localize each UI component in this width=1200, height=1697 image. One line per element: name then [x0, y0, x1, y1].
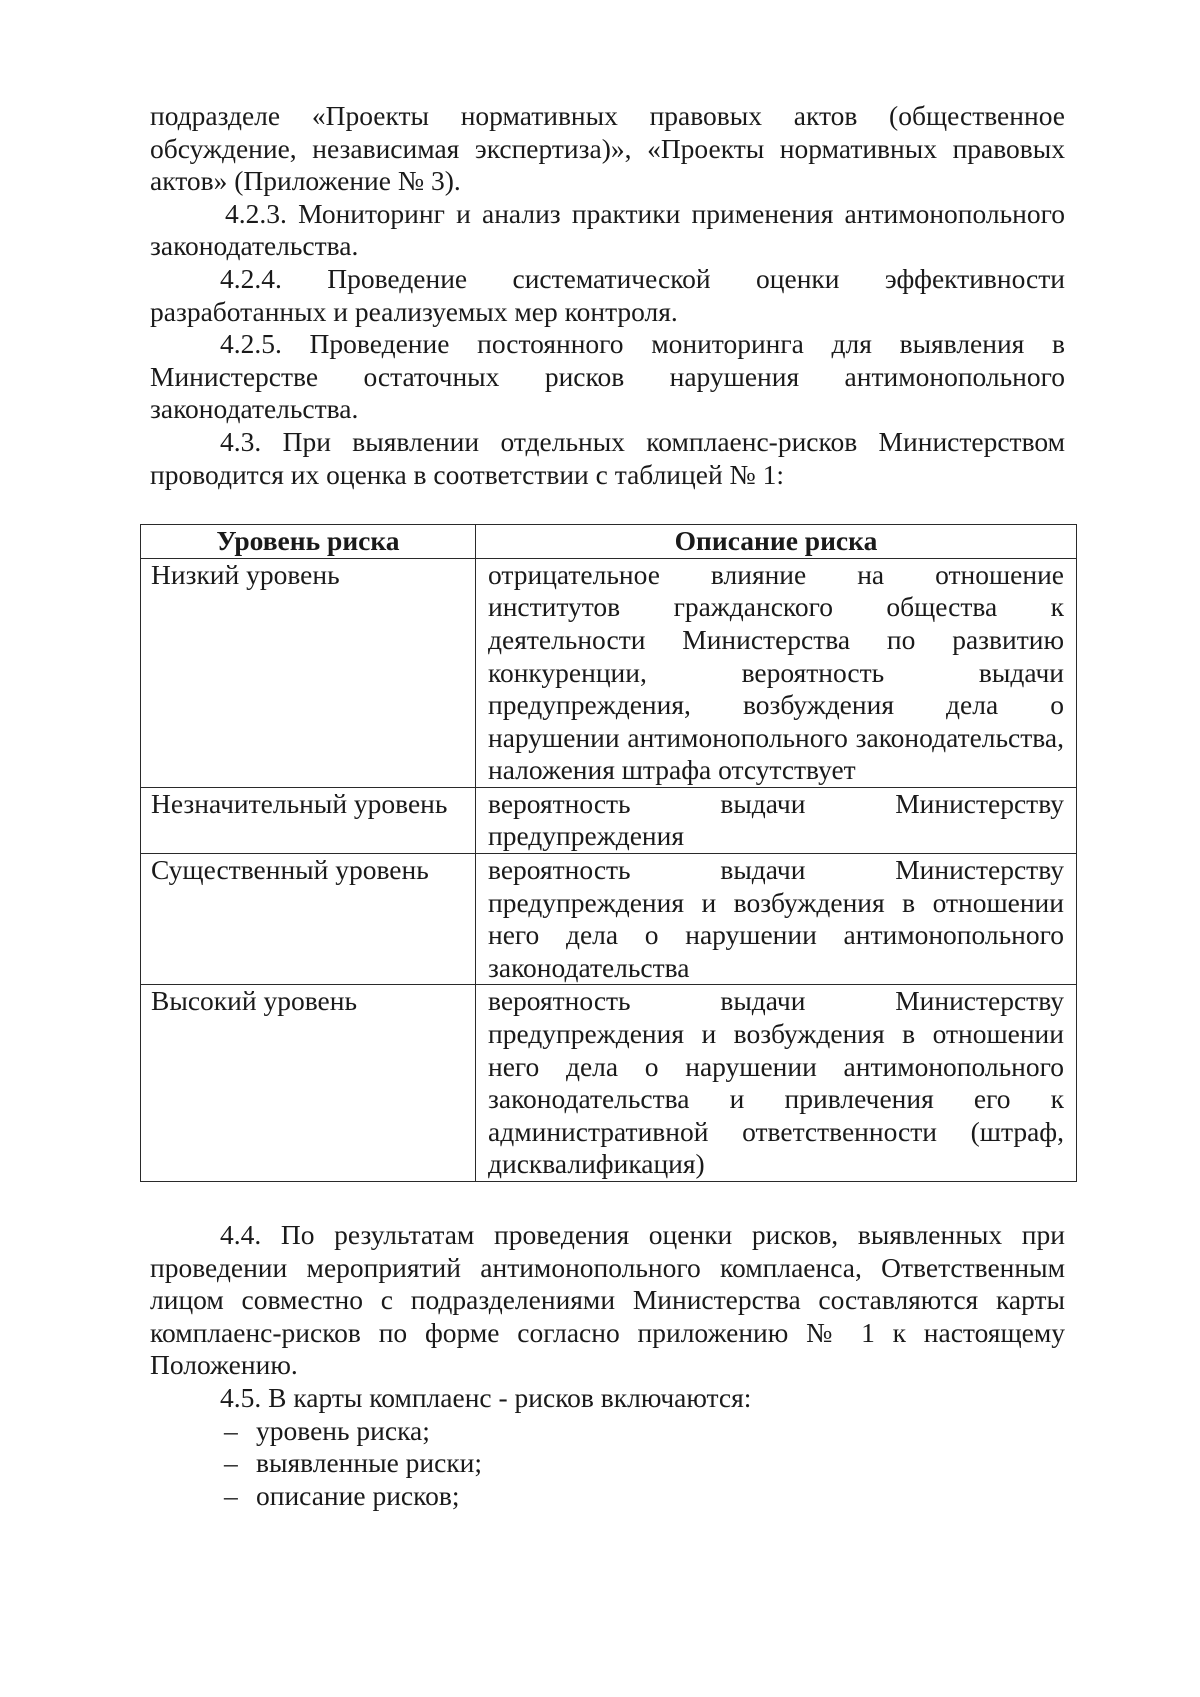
list-item — [150, 1415, 1065, 1448]
table-row — [141, 854, 1077, 985]
paragraph-4-5: 4.5. В карты комплаенс - рисков включаются: — [220, 1381, 752, 1413]
risk-description-cell: вероятность выдачи Министерству предупреждения и возбуждения в отношении него дела о нарушении антимонопольного законодательства и привлечения его к административной ответственности (штраф, дисквалификация) — [476, 985, 1077, 1182]
list-item — [150, 1480, 1065, 1513]
paragraph-4-3: 4.3. При выявлении отдельных комплаенс-рисков Министерством проводится их оценка в соответствии с таблицей № 1: — [150, 425, 1065, 490]
dash-bullet: – — [224, 1479, 238, 1511]
paragraph-4-2-3: 4.2.3. Мониторинг и анализ практики применения антимонопольного законодательства. — [150, 197, 1065, 262]
list-item-text: описание рисков; — [256, 1479, 460, 1511]
compliance-map-contents-list — [150, 1415, 1065, 1513]
risk-description-cell: вероятность выдачи Министерству предупреждения — [476, 787, 1077, 853]
paragraph-4-2-4: 4.2.4. Проведение систематической оценки эффективности разработанных и реализуемых мер контроля. — [150, 262, 1065, 327]
dash-bullet: – — [224, 1447, 238, 1479]
risk-level-table — [140, 524, 1077, 1182]
risk-level-cell: Высокий уровень — [141, 985, 476, 1182]
paragraph-continuation: подразделе «Проекты нормативных правовых актов (общественное обсуждение, независимая экспертиза)», «Проекты нормативных правовых актов» (Приложение № 3). — [150, 100, 1065, 197]
risk-level-cell: Незначительный уровень — [141, 787, 476, 853]
header-risk-level: Уровень риска — [141, 525, 476, 559]
table-header-row — [141, 525, 1077, 559]
list-item-text: уровень риска; — [256, 1414, 430, 1446]
table-row — [141, 558, 1077, 787]
post-table-section — [150, 1219, 1065, 1512]
paragraph-4-4: 4.4. По результатам проведения оценки рисков, выявленных при проведении мероприятий антимонопольного комплаенса, Ответственным лицом совместно с подразделениями Министерства составляются карты комплаенс-рисков по форме согласно приложению № 1 к настоящему Положению. — [150, 1219, 1065, 1381]
table-row — [141, 985, 1077, 1182]
list-item-text: выявленные риски; — [256, 1447, 483, 1479]
list-item — [150, 1447, 1065, 1480]
risk-description-cell: вероятность выдачи Министерству предупреждения и возбуждения в отношении него дела о нарушении антимонопольного законодательства — [476, 854, 1077, 985]
table-row — [141, 787, 1077, 853]
paragraph-4-2-5: 4.2.5. Проведение постоянного мониторинга для выявления в Министерстве остаточных рисков нарушения антимонопольного законодательства. — [150, 328, 1065, 425]
document-page — [150, 100, 1065, 1512]
dash-bullet: – — [224, 1414, 238, 1446]
risk-level-cell: Низкий уровень — [141, 558, 476, 787]
risk-description-cell: отрицательное влияние на отношение институтов гражданского общества к деятельности Министерства по развитию конкуренции, вероятность выдачи предупреждения, возбуждения дела о нарушении антимонопольного законодательства, наложения штрафа отсутствует — [476, 558, 1077, 787]
header-risk-description: Описание риска — [476, 525, 1077, 559]
risk-level-cell: Существенный уровень — [141, 854, 476, 985]
